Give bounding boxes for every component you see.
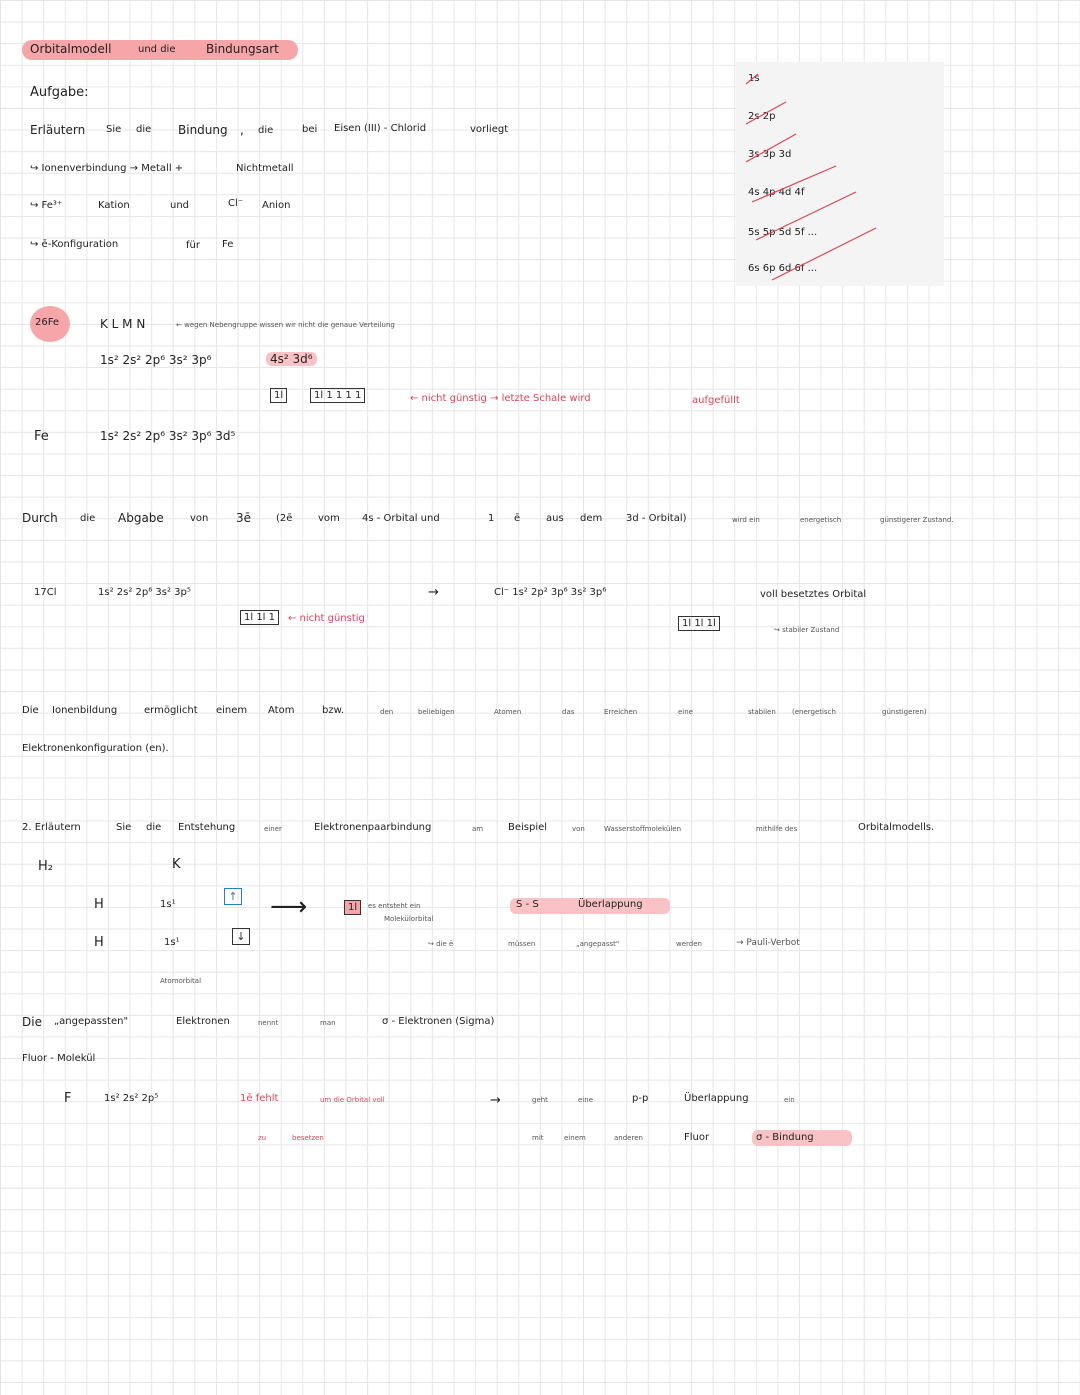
- fe-config-2: 1s² 2s² 2p⁶ 3s² 3p⁶ 3d⁵: [100, 429, 236, 443]
- fe-shells: K L M N: [100, 317, 146, 331]
- ionen-word: den: [380, 708, 394, 716]
- ionen-word: stabilen: [748, 708, 776, 716]
- sigma-angepassten: „angepassten": [54, 1016, 129, 1027]
- arrow-line-3-fuer: für: [186, 240, 200, 251]
- sigma-bindung: σ - Bindung: [756, 1132, 814, 1143]
- ionen-word: bzw.: [322, 705, 345, 716]
- arrow-line-2: ↪ Fe³⁺: [30, 200, 63, 211]
- q1-word: die: [136, 124, 152, 135]
- durch-word: energetisch: [800, 516, 842, 524]
- panel-row-2: 2s 2p: [748, 111, 776, 122]
- durch-word: aus: [546, 513, 564, 524]
- mo-text: es entsteht ein: [368, 902, 421, 910]
- durch-word: Durch: [22, 511, 58, 525]
- e-angepasst: „angepasst": [576, 940, 620, 948]
- durch-word: Abgabe: [118, 511, 164, 525]
- orbital-box-down: ↓: [232, 928, 250, 945]
- ionen-word: Ionenbildung: [52, 705, 118, 716]
- title-orbitalmodell: Orbitalmodell: [30, 42, 112, 56]
- fluor-um: um die Orbital voll: [320, 1096, 385, 1104]
- fe-shells-note: ← wegen Nebengruppe wissen wir nicht die genaue Verteilung: [176, 321, 395, 329]
- durch-word: (2ē: [276, 513, 293, 524]
- durch-word: 1: [488, 513, 495, 524]
- h2-label: H₂: [38, 859, 53, 874]
- ionen-word: ermöglicht: [144, 705, 198, 716]
- e-weil: werden: [676, 940, 702, 948]
- sigma-elektronen: Elektronen: [176, 1016, 230, 1027]
- q1-word: ,: [240, 123, 244, 137]
- q2-word: am: [472, 825, 484, 833]
- ionen-word: das: [562, 708, 575, 716]
- fe-box-4s: [270, 388, 287, 403]
- cl-ion-box: [678, 616, 720, 631]
- q2-word: einer: [264, 825, 282, 833]
- panel-row-4: 4s 4p 4d 4f: [748, 187, 805, 198]
- ionen-word: Atomen: [494, 708, 522, 716]
- durch-word: günstigerer Zustand.: [880, 516, 954, 524]
- q2-word: von: [572, 825, 585, 833]
- h-atom-2-config: 1s¹: [164, 937, 180, 948]
- e-muessen: müssen: [508, 940, 536, 948]
- sigma-elektronen-label: σ - Elektronen (Sigma): [382, 1016, 495, 1027]
- ionen-word: günstigeren): [882, 708, 927, 716]
- durch-word: vom: [318, 513, 340, 524]
- fluor-config: 1s² 2s² 2p⁵: [104, 1093, 159, 1104]
- fe-box-3d: [310, 388, 365, 403]
- cl-symbol: 17Cl: [34, 587, 57, 598]
- fluor-eine: eine: [578, 1096, 593, 1104]
- fluor-title: Fluor - Molekül: [22, 1053, 96, 1064]
- cl-config: 1s² 2s² 2p⁶ 3s² 3p⁵: [98, 587, 191, 598]
- fluor-ueberlappung: Überlappung: [684, 1093, 749, 1104]
- arrow-line-1: ↪ Ionenverbindung → Metall +: [30, 163, 184, 174]
- q1-word: Sie: [106, 124, 122, 135]
- h-atom-2: H: [94, 935, 104, 950]
- fluor-fluor: Fluor: [684, 1132, 710, 1143]
- arrow-line-3-fe: Fe: [222, 239, 234, 250]
- arrow-line-2-und: und: [170, 200, 190, 211]
- ionen-word: Erreichen: [604, 708, 638, 716]
- durch-word: 3ē: [236, 511, 252, 525]
- title-und-die: und die: [138, 44, 176, 55]
- q2-word: die: [146, 822, 162, 833]
- arrow-line-3: ↪ ē-Konfiguration: [30, 239, 119, 250]
- cl-ion-config: Cl⁻ 1s² 2p² 3p⁶ 3s² 3p⁶: [494, 587, 607, 598]
- q2-word: Sie: [116, 822, 132, 833]
- ionen-word: einem: [216, 705, 248, 716]
- ss-ueberlappung: Überlappung: [578, 899, 643, 910]
- q2-word: Orbitalmodells.: [858, 822, 935, 833]
- q2-word: Beispiel: [508, 822, 548, 833]
- sigma-die: Die: [22, 1015, 42, 1029]
- fluor-mit: mit: [532, 1134, 544, 1142]
- cl-stabil: ↪ stabiler Zustand: [774, 626, 840, 634]
- fe-box-3d-value: 1l 1 1 1 1: [310, 388, 365, 403]
- fluor-fehlt: 1ē fehlt: [240, 1093, 279, 1104]
- fluor-arrow: →: [490, 1093, 501, 1108]
- panel-row-6: 6s 6p 6d 6f ...: [748, 263, 818, 274]
- ss-label: S - S: [516, 899, 539, 910]
- cl-voll: voll besetztes Orbital: [760, 589, 867, 600]
- q1-word: Erläutern: [30, 123, 86, 137]
- e-note: ↪ die ē: [428, 940, 454, 948]
- pauli-verbot: → Pauli-Verbot: [736, 938, 800, 948]
- ionen-word: Atom: [268, 705, 295, 716]
- q2-word: Elektronenpaarbindung: [314, 822, 432, 833]
- fe-note-red: ← nicht günstig → letzte Schale wird: [410, 393, 591, 404]
- durch-word: ē: [514, 513, 521, 524]
- q2-word: Wasserstoffmolekülen: [604, 825, 682, 833]
- cl-box-value: 1l 1l 1: [240, 610, 279, 625]
- durch-word: 4s - Orbital und: [362, 513, 440, 524]
- fluor-geht: geht: [532, 1096, 548, 1104]
- cl-box: [240, 610, 279, 625]
- panel-row-3: 3s 3p 3d: [748, 149, 792, 160]
- ionen-word: beliebigen: [418, 708, 455, 716]
- fe-box-4s-value: 1l: [270, 388, 287, 403]
- arrow-line-2-kation: Kation: [98, 200, 130, 211]
- mo-box-value: 1l: [344, 900, 361, 915]
- q1-word: Eisen (III) - Chlorid: [334, 123, 427, 134]
- h-atom-1-config: 1s¹: [160, 899, 176, 910]
- cl-arrow: →: [428, 585, 439, 600]
- fe-config-1-highlight: 4s² 3d⁶: [266, 352, 317, 366]
- panel-row-1: 1s: [748, 73, 760, 84]
- q1-word: bei: [302, 124, 318, 135]
- arrow-line-2-cl: Cl⁻: [228, 198, 244, 209]
- fluor-anderen: anderen: [614, 1134, 643, 1142]
- ionen-word: (energetisch: [792, 708, 836, 716]
- aufgabe-label: Aufgabe:: [30, 85, 89, 100]
- durch-word: die: [80, 513, 96, 524]
- title-bindungsart: Bindungsart: [206, 42, 279, 56]
- h2-reaction-arrow: ⟶: [270, 892, 308, 922]
- h-atom-1: H: [94, 897, 104, 912]
- mo-box: [344, 900, 361, 915]
- mo-text-2: Molekülorbital: [384, 915, 434, 923]
- cl-ion-box-value: 1l 1l 1l: [678, 616, 720, 631]
- fe-config-1: 1s² 2s² 2p⁶ 3s² 3p⁶: [100, 353, 212, 367]
- durch-word: 3d - Orbital): [626, 513, 687, 524]
- fluor-ein: ein: [784, 1096, 795, 1104]
- h2-k: K: [172, 857, 181, 872]
- sigma-man: man: [320, 1019, 336, 1027]
- ionen-word: Die: [22, 705, 39, 716]
- durch-word: dem: [580, 513, 603, 524]
- q1-word: die: [258, 125, 274, 136]
- arrow-line-2-anion: Anion: [262, 200, 291, 211]
- durch-word: wird ein: [732, 516, 760, 524]
- cl-note: ← nicht günstig: [288, 613, 365, 624]
- fe-note-aufgefuellt: aufgefüllt: [692, 395, 740, 406]
- fluor-einem: einem: [564, 1134, 586, 1142]
- aufbau-diagonal-arrows: [736, 62, 944, 286]
- panel-row-5: 5s 5p 5d 5f ...: [748, 227, 818, 238]
- sigma-nennt: nennt: [258, 1019, 279, 1027]
- q1-word: vorliegt: [470, 124, 509, 135]
- q2-word: 2. Erläutern: [22, 822, 81, 833]
- durch-word: von: [190, 513, 209, 524]
- fluor-besetzen: besetzen: [292, 1134, 324, 1142]
- fe-symbol: 26Fe: [35, 317, 60, 328]
- q2-word: Entstehung: [178, 822, 236, 833]
- fluor-zu: zu: [258, 1134, 267, 1142]
- fluor-f: F: [64, 1091, 72, 1106]
- orbital-box-up: ↑: [224, 888, 242, 905]
- ionen-line-2: Elektronenkonfiguration (en).: [22, 743, 169, 754]
- fe-label-2: Fe: [34, 429, 49, 444]
- q2-word: mithilfe des: [756, 825, 798, 833]
- ionen-word: eine: [678, 708, 693, 716]
- arrow-line-1-nichtmetall: Nichtmetall: [236, 163, 294, 174]
- q1-word: Bindung: [178, 123, 228, 137]
- atomorbital-label: Atomorbital: [160, 977, 202, 985]
- fluor-pp: p-p: [632, 1093, 649, 1104]
